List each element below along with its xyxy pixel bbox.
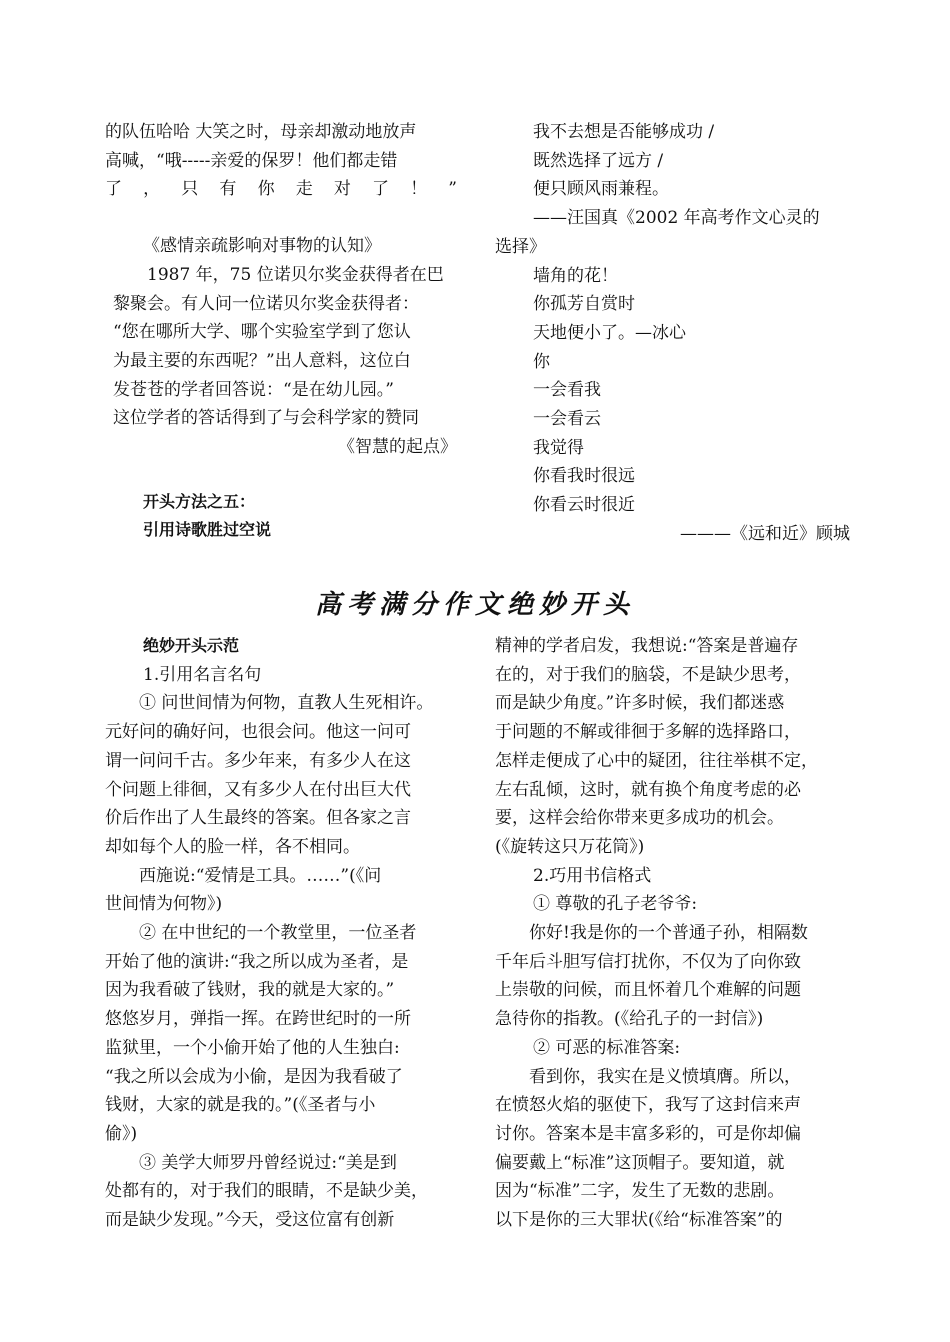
para2-line3: “您在哪所大学、哪个实验室学到了您认: [113, 322, 411, 343]
example2-line8: 偷》): [105, 1123, 138, 1144]
poem1-source-line1: ——汪国真《2002 年高考作文心灵的: [533, 208, 820, 229]
letter2-line4: 偏要戴上“标准”这顶帽子。要知道，就: [495, 1152, 785, 1173]
top-right-column: [495, 118, 850, 549]
letter1-line3: 上崇敬的问候，而且怀着几个难解的问题: [495, 980, 801, 1001]
poem1-source-line2: 选择》: [495, 236, 546, 257]
poem2-line7: 我觉得: [533, 437, 584, 458]
poem2-line4: 你: [533, 351, 550, 372]
para1-line3: 了 ， 只 有 你 走 对 了 ！ ”: [105, 179, 457, 200]
poem2-line6: 一会看云: [533, 409, 601, 430]
continued-line6: 左右乱倾，这时，就有换个角度考虑的必: [495, 779, 801, 800]
letter2-line5: 因为“标准”二字，发生了无数的悲剧。: [495, 1181, 785, 1202]
example1-line3: 谓一问问千古。多少年来，有多少人在这: [105, 750, 411, 771]
letter2-line1: 看到你，我实在是义愤填膺。所以，: [529, 1066, 801, 1087]
example3-line1: ③ 美学大师罗丹曾经说过:“美是到: [139, 1152, 397, 1173]
poem1-line3: 便只顾风雨兼程。: [533, 179, 669, 200]
example2-line5: 监狱里，一个小偷开始了他的人生独白:: [105, 1037, 400, 1058]
method-five-title: 开头方法之五：: [143, 491, 256, 511]
letter1-line1: 你好!我是你的一个普通子孙，相隔数: [529, 923, 808, 944]
para2-line5: 发苍苍的学者回答说：“是在幼儿园。”: [113, 379, 394, 400]
para2-line6: 这位学者的答话得到了与会科学家的赞同: [113, 408, 419, 429]
para2-source: 《智慧的起点》: [338, 437, 457, 458]
example2-line2: 开始了他的演讲:“我之所以成为圣者，是: [105, 951, 409, 972]
demo-title: 绝妙开头示范: [143, 636, 240, 655]
poem2-source: ———《远和近》顾城: [680, 523, 850, 544]
letter2-line3: 讨你。答案本是丰富多彩的，可是你却偏: [495, 1123, 801, 1144]
bottom-right-column: [495, 632, 855, 1235]
letter1-salutation: ① 尊敬的孔子老爷爷:: [533, 894, 698, 915]
example2-line1: ② 在中世纪的一个教堂里，一位圣者: [139, 923, 417, 944]
example3-line2: 处都有的，对于我们的眼睛，不是缺少美，: [105, 1181, 428, 1202]
example3-line3: 而是缺少发现。”今天，受这位富有创新: [105, 1210, 395, 1231]
bottom-left-column: [105, 632, 457, 1235]
para2-line2: 黎聚会。有人问一位诺贝尔奖金获得者：: [113, 293, 419, 314]
continued-line2: 在的，对于我们的脑袋，不是缺少思考，: [495, 664, 801, 685]
example2-line6: “我之所以会成为小偷，是因为我看破了: [105, 1066, 403, 1087]
example1-line2: 元好问的确好问，也很会问。他这一问可: [105, 722, 411, 743]
para1-line2: 高喊，“哦-----亲爱的保罗！他们都走错: [105, 150, 398, 171]
para2-line1: 1987 年，75 位诺贝尔奖金获得者在巴: [147, 264, 444, 285]
continued-line3: 而是缺少角度。”许多时候，我们都迷惑: [495, 693, 785, 714]
poem1-line1: 我不去想是否能够成功 /: [533, 122, 715, 142]
example1-line4: 个问题上徘徊，又有多少人在付出巨大代: [105, 779, 411, 800]
poem2-line9: 你看云时很近: [533, 495, 635, 516]
example2-line3: 因为我看破了钱财，我的就是大家的。”: [105, 980, 395, 1001]
continued-line4: 于问题的不解或徘徊于多解的选择路口，: [495, 722, 801, 743]
letter2-salutation: ② 可恶的标准答案:: [533, 1037, 681, 1058]
poem2-line2: 你孤芳自赏时: [533, 294, 635, 315]
poem2-line3: 天地便小了。—冰心: [533, 322, 686, 343]
heading-emotion-cognition: 《感情亲疏影响对事物的认知》: [143, 236, 381, 257]
letter1-line2: 千年后斗胆写信打扰你，不仅为了向你致: [495, 951, 801, 972]
example1b-line1: 西施说:“爱情是工具。……”(《问: [139, 865, 382, 886]
section-title: 高考满分作文绝妙开头: [314, 590, 635, 620]
example1-line6: 却如每个人的脸一样，各不相同。: [105, 836, 360, 857]
top-left-column: [105, 118, 457, 545]
example2-line4: 悠悠岁月，弹指一挥。在跨世纪时的一所: [105, 1009, 411, 1030]
example1-line5: 价后作出了人生最终的答案。但各家之言: [105, 808, 411, 829]
continued-line8: (《旋转这只万花筒》): [495, 836, 645, 857]
letter1-line4: 急待你的指教。(《给孔子的一封信》): [495, 1009, 764, 1030]
poem2-line1: 墙角的花！: [533, 265, 618, 286]
subheading-quotes: 1.引用名言名句: [143, 664, 262, 685]
para2-line4: 为最主要的东西呢？”出人意料，这位白: [113, 350, 411, 371]
example1-line1: ① 问世间情为何物，直教人生死相许。: [139, 693, 434, 714]
letter2-line6: 以下是你的三大罪状(《给“标准答案”的: [495, 1210, 783, 1231]
poem2-line8: 你看我时很远: [533, 466, 635, 487]
example1b-line2: 世间情为何物》): [105, 894, 223, 915]
poem2-line5: 一会看我: [533, 380, 601, 401]
method-five-subtitle: 引用诗歌胜过空说: [143, 520, 272, 540]
continued-line1: 精神的学者启发，我想说:“答案是普遍存: [495, 636, 799, 656]
letter2-line2: 在愤怒火焰的驱使下，我写了这封信来声: [495, 1095, 801, 1116]
example2-line7: 钱财，大家的就是我的。”(《圣者与小: [105, 1095, 376, 1116]
subheading-letters: 2.巧用书信格式: [533, 865, 652, 886]
poem1-line2: 既然选择了远方 /: [533, 150, 664, 171]
continued-line5: 怎样走便成了心中的疑团，往往举棋不定，: [495, 750, 818, 771]
continued-line7: 要，这样会给你带来更多成功的机会。: [495, 808, 784, 829]
para1-line1: 的队伍哈哈 大笑之时，母亲却激动地放声: [105, 122, 417, 142]
